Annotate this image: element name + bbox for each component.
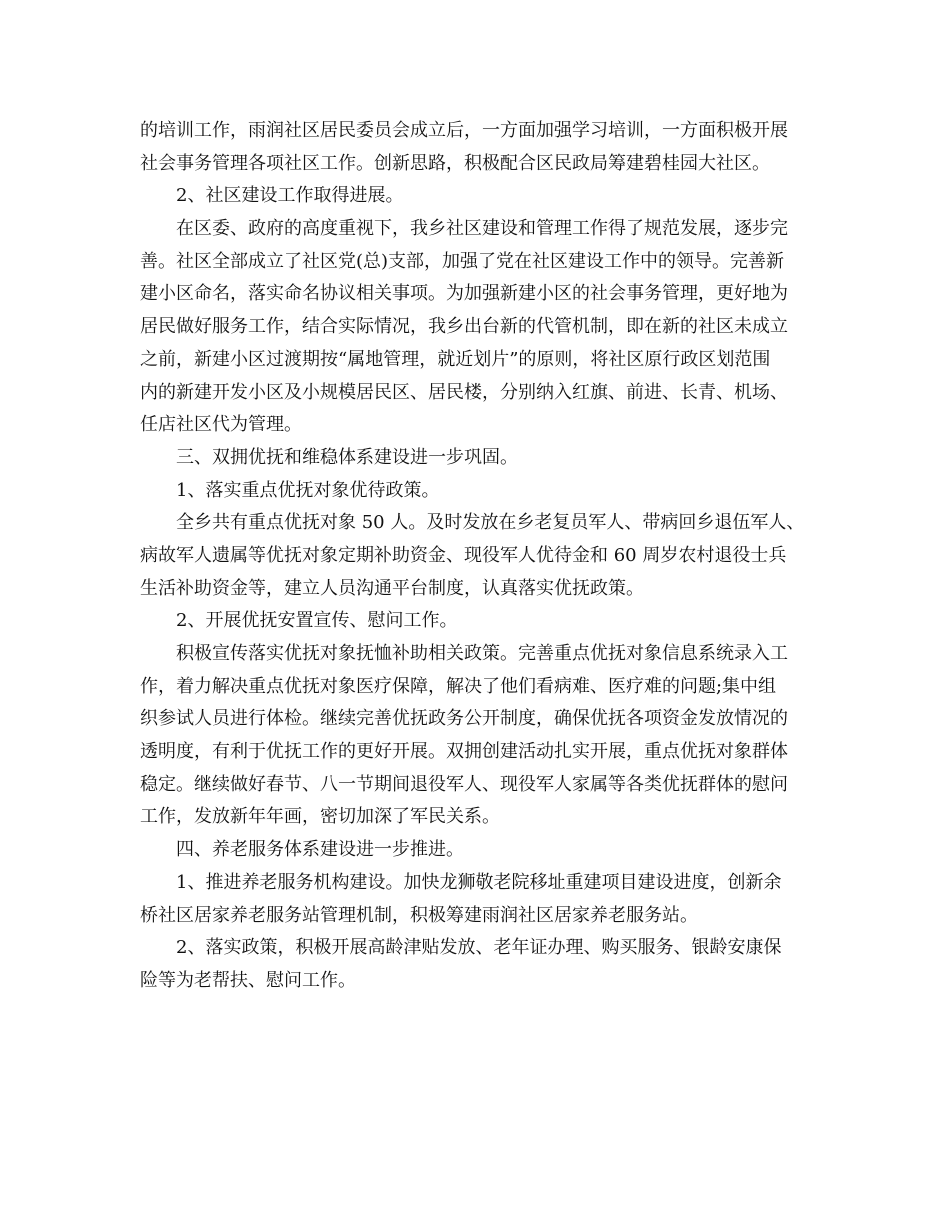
text-line: 1、推进养老服务机构建设。加快龙狮敬老院移址重建项目建设进度，创新余 <box>176 871 782 893</box>
text-line: 的培训工作，雨润社区居民委员会成立后，一方面加强学习培训，一方面积极开展 <box>140 120 788 141</box>
section-heading: 2、社区建设工作取得进展。 <box>176 185 404 207</box>
document-body <box>140 115 812 998</box>
text-line: 积极宣传落实优抚对象抚恤补助相关政策。完善重点优抚对象信息系统录入工 <box>176 643 788 664</box>
text-line: 透明度，有利于优抚工作的更好开展。双拥创建活动扎实开展，重点优抚对象群体 <box>140 741 788 763</box>
text-line: 善。社区全部成立了社区党(总)支部，加强了党在社区建设工作中的领导。完善新 <box>140 250 785 272</box>
section-heading: 四、养老服务体系建设进一步推进。 <box>176 839 464 861</box>
text-line: 之前，新建小区过渡期按“属地管理，就近划片”的原则，将社区原行政区划范围 <box>140 348 771 370</box>
text-line: 建小区命名，落实命名协议相关事项。为加强新建小区的社会事务管理，更好地为 <box>140 283 788 305</box>
text-line: 桥社区居家养老服务站管理机制，积极筹建雨润社区居家养老服务站。 <box>140 904 698 926</box>
text-line: 险等为老帮扶、慰问工作。 <box>140 969 356 991</box>
text-line: 生活补助资金等，建立人员沟通平台制度，认真落实优抚政策。 <box>140 577 644 599</box>
text-line: 工作，发放新年年画，密切加深了军民关系。 <box>140 806 500 828</box>
text-line: 内的新建开发小区及小规模居民区、居民楼，分别纳入红旗、前进、长青、机场、 <box>140 381 788 403</box>
text-line: 作，着力解决重点优抚对象医疗保障，解决了他们看病难、医疗难的问题;集中组 <box>140 675 777 697</box>
text-line: 社会事务管理各项社区工作。创新思路，积极配合区民政局筹建碧桂园大社区。 <box>140 152 770 174</box>
text-line: 稳定。继续做好春节、八一节期间退役军人、现役军人家属等各类优抚群体的慰问 <box>140 773 788 795</box>
text-line: 织参试人员进行体检。继续完善优抚政务公开制度，确保优抚各项资金发放情况的 <box>140 708 788 730</box>
text-line: 2、落实政策，积极开展高龄津贴发放、老年证办理、购买服务、银龄安康保 <box>176 937 782 959</box>
section-heading: 2、开展优抚安置宣传、慰问工作。 <box>176 610 458 632</box>
section-heading: 三、双拥优抚和维稳体系建设进一步巩固。 <box>176 446 518 468</box>
text-line: 全乡共有重点优抚对象 50 人。及时发放在乡老复员军人、带病回乡退伍军人、 <box>176 512 805 534</box>
text-line: 居民做好服务工作，结合实际情况，我乡出台新的代管机制，即在新的社区未成立 <box>140 316 788 338</box>
text-line: 任店社区代为管理。 <box>140 414 302 436</box>
text-line: 病故军人遗属等优抚对象定期补助资金、现役军人优待金和 60 周岁农村退役士兵 <box>140 544 787 566</box>
section-heading: 1、落实重点优抚对象优待政策。 <box>176 479 440 501</box>
text-line: 在区委、政府的高度重视下，我乡社区建设和管理工作得了规范发展，逐步完 <box>176 218 788 240</box>
